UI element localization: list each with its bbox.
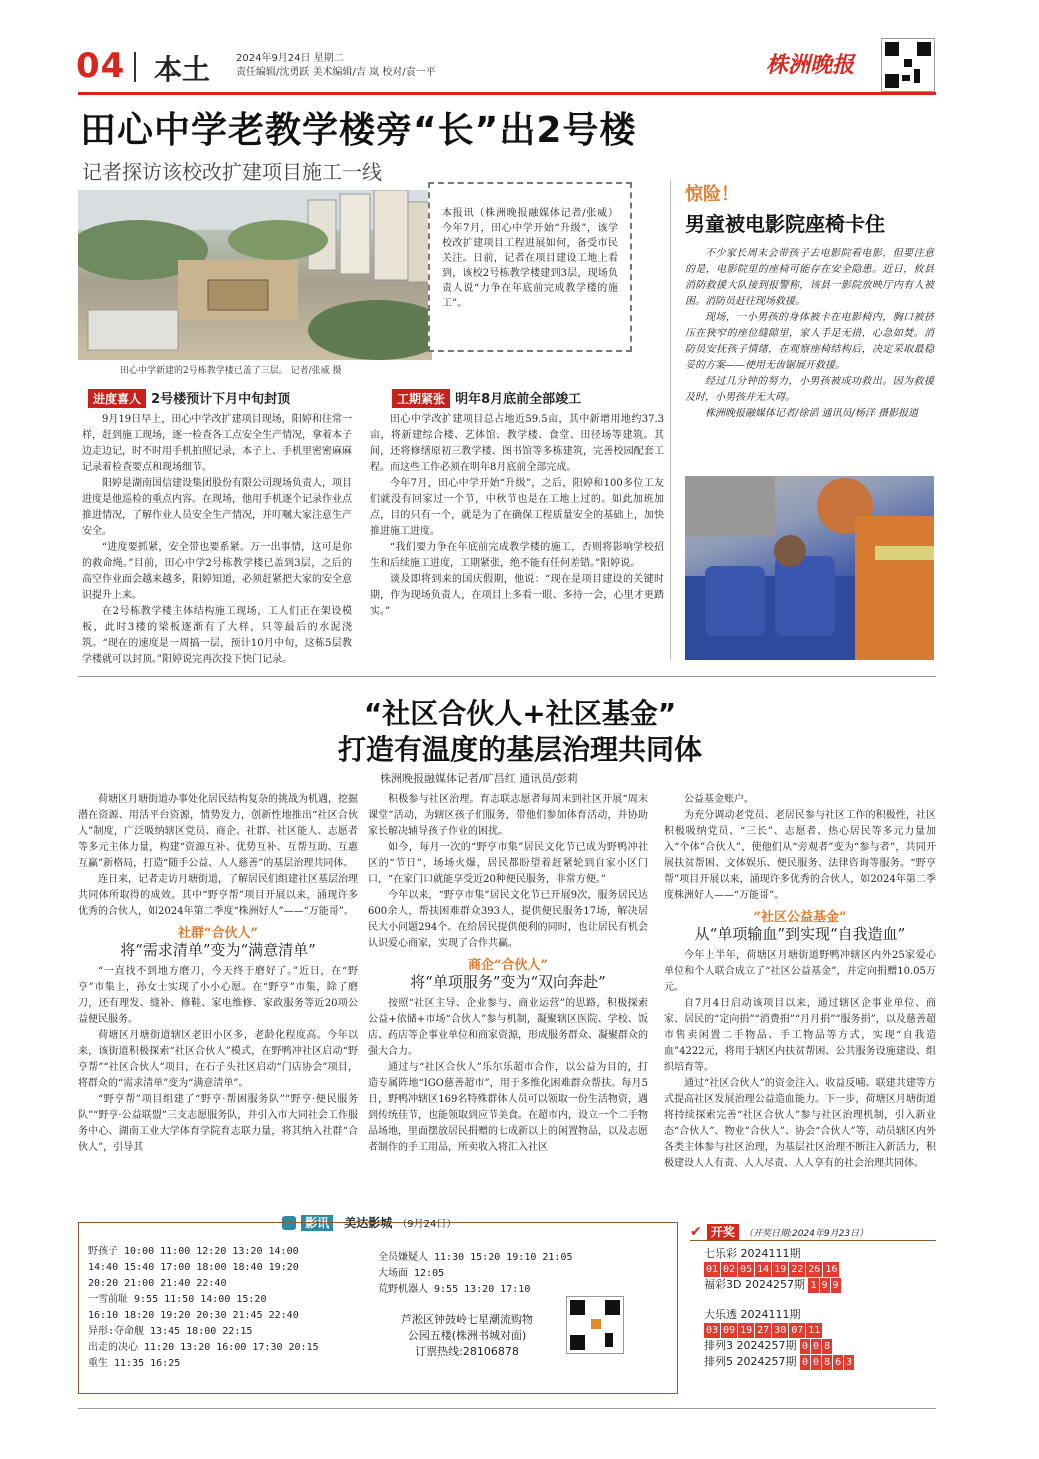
lottery-numbers — [704, 1261, 936, 1277]
showtime-line: 大场面 12:05 — [378, 1268, 445, 1279]
lottery-number: 8 — [824, 1357, 831, 1368]
lottery-name: 排列5 2024257期 — [704, 1355, 797, 1368]
lottery-number: 02 — [723, 1264, 736, 1275]
sub1-red: 社群“合伙人” — [178, 926, 258, 941]
sidebar-body — [685, 246, 934, 422]
date-line: 2024年9月24日 星期二 — [236, 53, 344, 64]
check-icon: ✔ — [690, 1224, 702, 1240]
section2-title: 明年8月底前全部竣工 — [455, 392, 582, 407]
lottery-number: 14 — [757, 1264, 770, 1275]
showtime-line: 16:10 18:20 19:20 20:30 21:45 22:40 — [88, 1310, 299, 1321]
lottery-entry-0 — [704, 1246, 936, 1277]
paragraph: 谈及即将到来的国庆假期，他说：“现在是项目建设的关键时期，作为现场负责人，在项目上多看一眼、多待一会，心里才更踏实。” — [370, 574, 664, 617]
lottery-entry-3 — [704, 1338, 936, 1354]
section2-body — [370, 412, 664, 620]
showtime-line: 全员嫌疑人 11:30 15:20 19:10 21:05 — [378, 1252, 573, 1263]
sub3-head: 从“单项输血”到实现“自我造血” — [694, 925, 906, 943]
paragraph: 阳婷是湖南国信建设集团股份有限公司现场负责人，项目进度是他巡检的重点内容。在现场，他用手机逐个记录作业点推进情况，了解作业人员安全生产情况，并叮嘱大家注意生产安全。 — [82, 478, 352, 537]
lottery-number: 0 — [813, 1357, 820, 1368]
paragraph: 不少家长周末会带孩子去电影院看电影，但要注意的是，电影院里的座椅可能存在安全隐患。近日，攸县消防救援大队接到报警称，该县一影院放映厅内有人被困。消防员赶往现场救援。 — [685, 248, 934, 307]
section1-tag: 进度喜人 — [88, 389, 146, 408]
paragraph: 通过“社区合伙人”的资金注入、收益反哺、联建共建等方式提高社区发展治理公益造血能力。下一步，荷塘区月塘街道将持续探索完善“社区合伙人”参与社区治理机制，引入新业态“合伙人”、物业“合伙人”、协会“合伙人”等，动员辖区内外各类主体参与社区治理，为基层社区治理不断注入新活力，积极建设人人有责、人人尽责、人人享有的社会治理共同体。 — [664, 1078, 936, 1169]
paragraph: 现场，一小男孩的身体被卡在电影椅内，胸口被挤压在狭窄的座位缝隙里，家人手足无措，心急如焚。消防员安抚孩子情绪，在观察座椅结构后，决定采取最稳妥的方案——使用无齿锯展开救援。 — [685, 312, 934, 371]
cinema-left-list — [88, 1244, 378, 1372]
ticket-hotline: 订票热线:28106878 — [415, 1345, 519, 1358]
header-divider — [134, 52, 136, 82]
intro-box — [428, 182, 632, 352]
lottery-number: 09 — [723, 1325, 736, 1336]
paragraph: 经过几分钟的努力，小男孩被成功救出。因为救援及时，小男孩并无大碍。 — [685, 376, 934, 403]
lottery-number: 3 — [846, 1357, 853, 1368]
paragraph: 积极参与社区治理。育志联志愿者每周末到社区开展“周末课堂”活动，为辖区孩子们服务，带他们参加体育活动，并协助家长解决辅导孩子作业的困扰。 — [368, 794, 648, 837]
lottery-number: 03 — [706, 1325, 719, 1336]
lottery-number: 9 — [832, 1280, 839, 1291]
lottery-name: 七乐彩 2024111期 — [704, 1247, 801, 1260]
paragraph: 为充分调动老党员、老居民参与社区工作的积极性，社区积极吸纳党员、“三长”、志愿者、热心居民等多元力量加入“个体”合伙人”，使他们从“旁观者”变为“参与者”，共同开展扶贫帮困、文体娱乐、便民服务、法律咨询等服务。“野亨帮”项目开展以来，涌现许多优秀的合伙人，如2024年第二季度株洲好人——“万能哥”。 — [664, 810, 936, 901]
showtime-line: 荒野机器人 9:55 13:20 17:10 — [378, 1284, 531, 1295]
showtime-line: 重生 11:35 16:25 — [88, 1358, 181, 1369]
feature-headline — [80, 696, 960, 768]
paragraph: 公益基金账户。 — [684, 794, 754, 805]
paragraph: 连日来，记者走访月塘街道，了解居民们组建社区基层治理共同体所取得的成效。其中“野亨帮”项目开展以来，涌现许多优秀的合伙人，如2024年第二季度“株洲好人”——“万能哥”。 — [78, 874, 358, 917]
intro-text: 本报讯（株洲晚报融媒体记者/张威） 今年7月，田心中学开始“升级”，该学校改扩建项目工程进展如何，备受市民关注。日前，记者在项目建设工地上看到，该校2号栋教学楼建到3层，现场负责人说“力争在年底前完成教学楼的施工”。 — [442, 208, 618, 309]
section2-heading — [392, 388, 662, 408]
paragraph: 按照“社区主导、企业参与、商业运营”的思路，积极探索公益+依储+市场“合伙人”参与机制，凝聚辖区医院、学校、饭店、药店等企事业单位和商家资源，形成服务群众、凝聚群众的强大合力。 — [368, 998, 648, 1057]
lottery-list — [704, 1246, 936, 1370]
sub3-red: “社区公益基金” — [753, 910, 847, 925]
feature-col2 — [368, 792, 648, 1156]
rescue-photo-art — [685, 476, 934, 660]
lottery-numbers — [704, 1322, 936, 1338]
showtime-line: 一雪前耻 9:55 11:50 14:00 15:20 — [88, 1294, 267, 1305]
lottery-number: 11 — [808, 1325, 821, 1336]
lottery-number: 9 — [821, 1280, 828, 1291]
editors-line: 责任编辑/沈勇跃 美术编辑/吉 岚 校对/袁一平 — [236, 67, 436, 78]
lottery-number: 27 — [757, 1325, 770, 1336]
lead-headline: 田心中学老教学楼旁“长”出2号楼 — [80, 110, 637, 151]
sidebar-headline: 男童被电影院座椅卡住 — [685, 212, 885, 236]
header-rule — [78, 92, 936, 95]
section1-body — [82, 412, 352, 668]
construction-photo-art — [78, 190, 432, 360]
paragraph: 株洲晚报融媒体记者/徐滔 通讯员/杨洋 摄影报道 — [705, 408, 919, 419]
paragraph: 自7月4日启动该项目以来，通过辖区企事业单位、商家、居民的“定向捐”“消费捐”“月月捐”“服务捐”，以及慈善超市售卖闲置二手物品、手工物品等方式，实现“自我造血”4222元，将用于辖区内扶贫帮困、公共服务设施建设、组织培育等。 — [664, 998, 936, 1073]
paragraph: 在2号栋教学楼主体结构施工现场，工人们正在架设模板，此时3楼的梁板逐渐有了大样，只等最后的水泥浇筑。“现在的速度是一周搞一层，预计10月中旬，这栋5层教学楼就可以封顶。”阳婷说完再次投下快门记录。 — [82, 606, 352, 665]
paragraph: 今年7月，田心中学开始“升级”，之后，阳婷和100多位工友们就没有回家过一个节，中秋节也是在工地上过的。如此加班加点，目的只有一个，就是为了在确保工程质量安全的基础上，加快推进施工进度。 — [370, 478, 664, 537]
paragraph: 9月19日早上，田心中学改扩建项目现场，阳婷和往常一样，赶到施工现场，逐一检查各工点安全生产情况，拿着本子边走边记，时不时用手机拍照记录，本子上、手机里密密麻麻记录着检查要点和现场细节。 — [82, 414, 352, 473]
lottery-label: 开奖 — [707, 1224, 739, 1240]
lottery-number: 07 — [791, 1325, 804, 1336]
showtime-line: 20:20 21:00 21:40 22:40 — [88, 1278, 227, 1289]
feature-col1 — [78, 792, 358, 1156]
lottery-number: 19 — [774, 1264, 787, 1275]
cinema-right-list — [378, 1250, 668, 1298]
paragraph: “野亨帮”项目组建了“野亨·帮困服务队”“野亨·便民服务队”“野亨·公益联盟”三支志愿服务队，并引入市大同社会工作服务中心、湖南工业大学体育学院育志联力量，将其纳入社群“合伙人”，引导其 — [78, 1094, 358, 1153]
photo-caption: 田心中学新建的2号栋教学楼已盖了三层。 记者/张威 摄 — [120, 366, 342, 376]
lottery-number: 01 — [706, 1264, 719, 1275]
sidebar-kicker: 惊险！ — [685, 184, 739, 205]
paragraph: 今年以来，“野亨市集”居民文化节已开展9次，服务居民达600余人，帮扶困难群众393人，提供便民服务17场，解决居民大小问题294个。在给居民提供便利的同时，也让居民有机会认识爱心商家，实现了合作共赢。 — [368, 890, 648, 949]
showtime-line: 异形:夺命舰 13:45 18:00 22:15 — [88, 1326, 253, 1337]
rescue-photo — [685, 476, 934, 660]
cinema-date: （9月24日） — [397, 1219, 457, 1230]
feature-col3 — [664, 792, 936, 1172]
address-line: 公园五楼(株洲书城对面) — [407, 1329, 527, 1342]
paragraph: “一直找不到地方磨刀，今天终于磨好了。”近日，在“野亨”市集上，孙女士实现了小小心愿。在“野亨”市集，除了磨刀，还有理发、缝补、修鞋、家电维修、家政服务等近20项公益便民服务。 — [78, 966, 358, 1025]
paragraph: 田心中学改扩建项目总占地近59.5亩，其中新增用地约37.3亩，将新建综合楼、艺体馆、教学楼、食堂、田径场等建筑。其间，还将修缮原初三教学楼、图书馆等多栋建筑，完善校园配套工程。而这些工作必须在明年8月底前全部完成。 — [370, 414, 664, 473]
feature-byline: 株洲晚报融媒体记者/旷昌红 通讯员/彭莉 — [380, 772, 578, 785]
paragraph: “进度要抓紧，安全带也要系紧。万一出事情，这可是你的救命绳。”目前，田心中学2号栋教学楼已盖到3层，之后的高空作业面会越来越多，阳婷知道，必须赶紧把大家的安全意识提升上来。 — [82, 542, 352, 601]
section1-title: 2号楼预计下月中旬封顶 — [151, 392, 291, 407]
paragraph: 如今，每月一次的“野亨市集”居民文化节已成为野鸭冲社区的“节日”，场场火爆，居民都盼望着赶紧轮到自家小区门口，“在家门口就能享受近20种便民服务，非常方便。” — [368, 842, 648, 885]
sub2-red: 商企“合伙人” — [468, 958, 548, 973]
feature-headline-line1: “社区合伙人+社区基金” — [363, 697, 677, 730]
bottom-rule — [78, 1408, 936, 1409]
lottery-name: 大乐透 2024111期 — [704, 1308, 801, 1321]
section2-tag: 工期紧张 — [392, 389, 450, 408]
section-name: 本土 — [154, 53, 211, 86]
feature-headline-line2: 打造有温度的基层治理共同体 — [337, 733, 702, 766]
qr-code-cinema — [566, 1296, 624, 1354]
lottery-number: 0 — [802, 1357, 809, 1368]
lottery-number: 26 — [808, 1264, 821, 1275]
lottery-number: 22 — [791, 1264, 804, 1275]
section1-heading — [88, 388, 358, 408]
lottery-entry-1 — [704, 1277, 936, 1293]
sidebar-divider — [670, 180, 671, 660]
lottery-number: 0 — [813, 1341, 820, 1352]
qr-code-header — [881, 38, 935, 92]
lottery-number: 6 — [835, 1357, 842, 1368]
lottery-number: 0 — [802, 1341, 809, 1352]
lottery-number: 30 — [774, 1325, 787, 1336]
lottery-number: 16 — [825, 1264, 838, 1275]
cinema-address — [372, 1312, 562, 1360]
paragraph: 荷塘区月塘街道辖区老旧小区多，老龄化程度高。今年以来，该街道积极探索“社区合伙人”模式，在野鸭冲社区启动“野亨帮”“社区合伙人”项目，在石子头社区启动“门店协会”项目，将群众的“需求清单”变为“满意清单”。 — [78, 1030, 358, 1089]
lottery-name: 排列3 2024257期 — [704, 1339, 797, 1352]
sub1-head: 将“需求清单”变为“满意清单” — [120, 941, 316, 959]
lottery-number: 8 — [824, 1341, 831, 1352]
lottery-header — [690, 1221, 936, 1241]
showtime-line: 野孩子 10:00 11:00 12:20 13:20 14:00 — [88, 1246, 299, 1257]
paragraph: 通过与“社区合伙人”乐尔乐超市合作，以公益为目的，打造专属阵地“IGO慈善超市”，用于多维化困难群众帮扶。每月5日，野鸭冲辖区169名特殊群体人员可以领取一份生活物资，遇到传统佳节，也能领取到应节美食。在超市内，设立一个二手物品场地，里面摆放居民捐赠的七成新以上的闲置物品，以及志愿者制作的手工用品，所卖收入将汇入社区 — [368, 1062, 648, 1153]
cinema-name: 美达影城 — [344, 1216, 393, 1230]
paragraph: “我们要力争在年底前完成教学楼的施工，否则将影响学校招生和后续施工进度，工期紧张，绝不能有任何差错。”阳婷说。 — [370, 542, 664, 569]
lottery-number: 05 — [740, 1264, 753, 1275]
lottery-name: 福彩3D 2024257期 — [704, 1278, 805, 1291]
page-number: 04 — [76, 46, 126, 86]
header-meta — [236, 52, 436, 80]
feature-rule — [78, 676, 936, 677]
address-line: 芦淞区钟鼓岭七星潮流购物 — [401, 1313, 533, 1326]
lottery-number: 1 — [810, 1280, 817, 1291]
showtime-line: 出走的决心 11:20 13:20 16:00 17:30 20:15 — [88, 1342, 319, 1353]
cinema-label: 影讯 — [301, 1215, 333, 1231]
lottery-date: （开奖日期:2024年9月23日） — [743, 1229, 869, 1239]
sub2-head: 将“单项服务”变为“双向奔赴” — [410, 973, 606, 991]
showtime-line: 14:40 15:40 17:00 18:00 18:40 19:20 — [88, 1262, 299, 1273]
lottery-number: 19 — [740, 1325, 753, 1336]
lottery-entry-2 — [704, 1307, 936, 1338]
paragraph: 今年上半年，荷塘区月塘街道野鸭冲辖区内外25家爱心单位和个人联合成立了“社区公益基金”，并定向捐赠10.05万元。 — [664, 950, 936, 993]
lead-subtitle: 记者探访该校改扩建项目施工一线 — [82, 160, 382, 184]
paper-logo: 株洲晚报 — [766, 52, 855, 78]
construction-photo — [78, 190, 432, 360]
lottery-entry-4 — [704, 1354, 936, 1370]
paragraph: 荷塘区月塘街道办事处化居民结构复杂的挑战为机遇，挖掘潜在资源、用活平台资源，情势发力，创新性地推出“社区合伙人”制度，广泛吸纳辖区党员、商企、社群、社区能人、志愿者等多元主体力量，构建“资源互补、优势互补、互帮互助、互惠互赢”新格局，打造“随手公益、人人慈善”的基层治理共同体。 — [78, 794, 358, 869]
